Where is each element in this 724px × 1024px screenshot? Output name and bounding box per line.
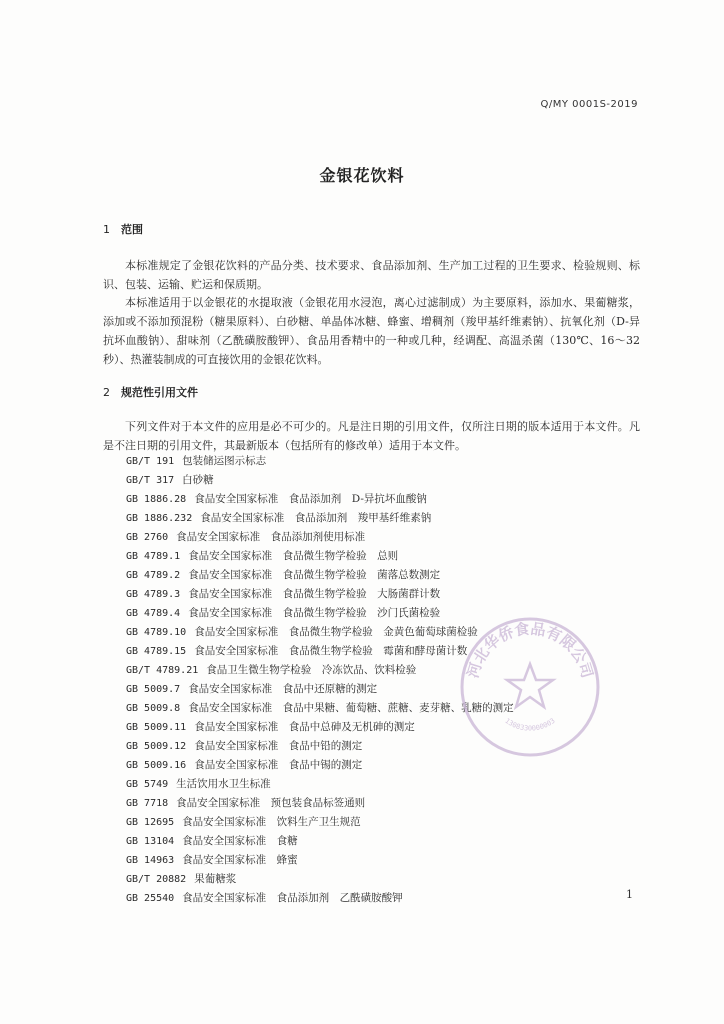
reference-item xyxy=(126,585,514,604)
section-heading-scope xyxy=(103,221,143,237)
reference-title: 食品安全国家标准 食品中铅的测定 xyxy=(194,740,363,752)
reference-title: 食品安全国家标准 预包装食品标签通则 xyxy=(176,797,366,809)
reference-title: 食品安全国家标准 食品微生物学检验 大肠菌群计数 xyxy=(188,588,441,600)
reference-code: GB 12695 xyxy=(126,817,175,828)
reference-title: 食品安全国家标准 食品中锡的测定 xyxy=(194,759,363,771)
section-heading-references xyxy=(103,384,198,400)
reference-item xyxy=(126,870,514,889)
reference-code: GB 7718 xyxy=(126,798,169,809)
reference-title: 生活饮用水卫生标准 xyxy=(176,778,271,790)
reference-item xyxy=(126,794,514,813)
reference-title: 食品安全国家标准 食品中还原糖的测定 xyxy=(188,683,378,695)
seal-star-icon xyxy=(507,664,553,707)
reference-item xyxy=(126,547,514,566)
reference-title: 食品安全国家标准 食品微生物学检验 菌落总数测定 xyxy=(188,569,441,581)
scope-paragraph-1: 本标准规定了金银花饮料的产品分类、技术要求、食品添加剂、生产加工过程的卫生要求、检验规则、标识、包装、运输、贮运和保质期。 xyxy=(103,259,640,291)
reference-title: 食品安全国家标准 食品微生物学检验 沙门氏菌检验 xyxy=(188,607,441,619)
reference-title: 食品安全国家标准 食品中总砷及无机砷的测定 xyxy=(194,721,415,733)
reference-item xyxy=(126,813,514,832)
reference-item xyxy=(126,509,514,528)
reference-code: GB 1886.232 xyxy=(126,513,193,524)
reference-code: GB 4789.1 xyxy=(126,551,181,562)
reference-title: 食品安全国家标准 食品中果糖、葡萄糖、蔗糖、麦芽糖、乳糖的测定 xyxy=(188,702,514,714)
reference-code: GB/T 4789.21 xyxy=(126,665,199,676)
reference-title: 食品安全国家标准 食品微生物学检验 金黄色葡萄球菌检验 xyxy=(194,626,478,638)
reference-code: GB/T 191 xyxy=(126,456,175,467)
seal-lettering: 河北华侨食品有限公司 xyxy=(463,619,597,681)
reference-title: 食品安全国家标准 食品微生物学检验 霉菌和酵母菌计数 xyxy=(194,645,468,657)
seal-outer-ring xyxy=(462,619,598,755)
reference-code: GB 5009.11 xyxy=(126,722,187,733)
reference-code: GB 5009.8 xyxy=(126,703,181,714)
reference-title: 食品安全国家标准 食品添加剂 羧甲基纤维素钠 xyxy=(200,512,432,524)
reference-code: GB 4789.15 xyxy=(126,646,187,657)
reference-code: GB 4789.2 xyxy=(126,570,181,581)
scope-paragraph-2: 本标准适用于以金银花的水提取液（金银花用水浸泡，离心过滤制成）为主要原料，添加水、果葡糖浆，添加或不添加预混粉（糖果原料）、白砂糖、单晶体冰糖、蜂蜜、增稠剂（羧甲基纤维素钠）、抗氧化剂（D-异抗坏血酸钠）、甜味剂（乙酰磺胺酸钾）、食品用香精中的一种或几种，经调配、高温杀菌（130℃、16～32秒）、热灌装制成的可直接饮用的金银花饮料。 xyxy=(103,296,640,366)
reference-title: 食品安全国家标准 饮料生产卫生规范 xyxy=(182,816,361,828)
reference-code: GB 4789.4 xyxy=(126,608,181,619)
reference-code: GB/T 317 xyxy=(126,475,175,486)
reference-code: GB 5009.7 xyxy=(126,684,181,695)
reference-title: 果葡糖浆 xyxy=(194,873,237,885)
reference-title: 食品安全国家标准 食糖 xyxy=(182,835,298,847)
reference-title: 食品安全国家标准 食品添加剂 D-异抗坏血酸钠 xyxy=(194,493,427,505)
reference-item xyxy=(126,490,514,509)
reference-code: GB 14963 xyxy=(126,855,175,866)
reference-code: GB 13104 xyxy=(126,836,175,847)
reference-code: GB 4789.10 xyxy=(126,627,187,638)
reference-code: GB 4789.3 xyxy=(126,589,181,600)
document-title: 金银花饮料 xyxy=(319,166,405,185)
seal-serial: 1308330000003 xyxy=(503,716,557,733)
reference-item xyxy=(126,452,514,471)
section-title: 规范性引用文件 xyxy=(121,386,198,399)
references-intro-paragraph: 下列文件对于本文件的应用是必不可少的。凡是注日期的引用文件，仅所注日期的版本适用于本文件。凡是不注日期的引用文件，其最新版本（包括所有的修改单）适用于本文件。 xyxy=(103,420,640,452)
reference-code: GB 2760 xyxy=(126,532,169,543)
reference-item xyxy=(126,832,514,851)
reference-code: GB 5009.12 xyxy=(126,741,187,752)
reference-title: 食品安全国家标准 食品添加剂 乙酰磺胺酸钾 xyxy=(182,892,403,904)
reference-code: GB 1886.28 xyxy=(126,494,187,505)
reference-item xyxy=(126,566,514,585)
section-number: 1 xyxy=(103,223,110,236)
reference-title: 包装储运图示标志 xyxy=(182,455,267,467)
reference-item xyxy=(126,889,514,908)
reference-title: 白砂糖 xyxy=(182,474,214,486)
section-number: 2 xyxy=(103,386,110,399)
reference-item xyxy=(126,528,514,547)
reference-code: GB/T 20882 xyxy=(126,874,187,885)
reference-title: 食品卫生微生物学检验 冷冻饮品、饮料检验 xyxy=(206,664,417,676)
reference-item xyxy=(126,851,514,870)
reference-title: 食品安全国家标准 食品添加剂使用标准 xyxy=(176,531,366,543)
reference-title: 食品安全国家标准 食品微生物学检验 总则 xyxy=(188,550,399,562)
reference-item xyxy=(126,775,514,794)
page-number: 1 xyxy=(626,888,633,901)
company-seal-stamp xyxy=(455,612,605,762)
reference-code: GB 5009.16 xyxy=(126,760,187,771)
reference-code: GB 5749 xyxy=(126,779,169,790)
reference-title: 食品安全国家标准 蜂蜜 xyxy=(182,854,298,866)
document-code: Q/MY 0001S-2019 xyxy=(540,99,638,110)
reference-code: GB 25540 xyxy=(126,893,175,904)
reference-item xyxy=(126,471,514,490)
section-title: 范围 xyxy=(121,223,143,236)
